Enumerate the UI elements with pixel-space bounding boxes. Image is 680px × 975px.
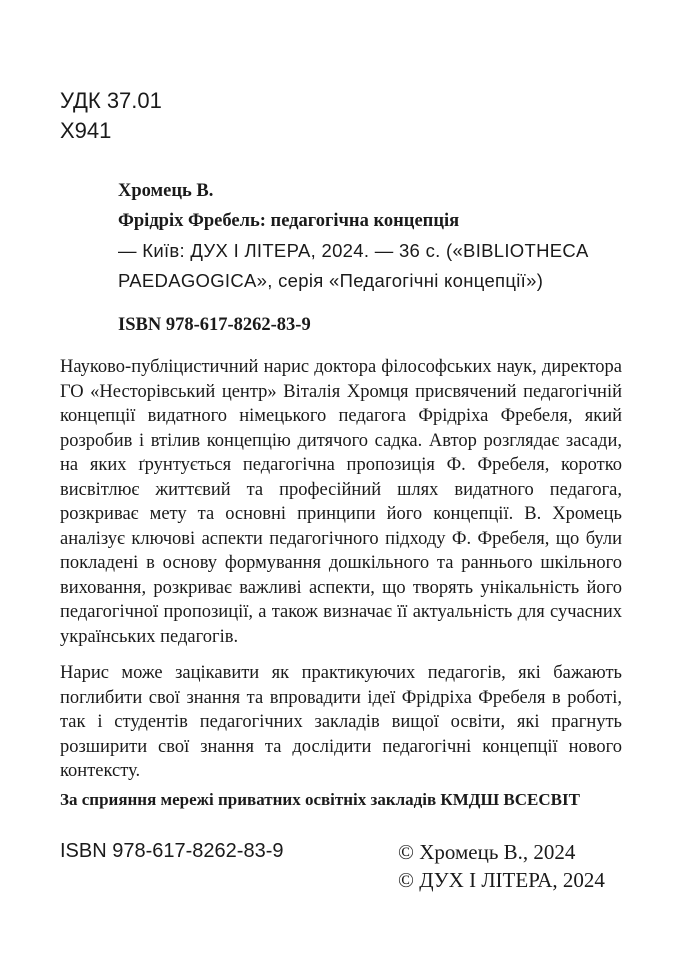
annotation-paragraph-1: Науково-публіцистичний нарис доктора філософських наук, директора ГО «Несторівський центр» Віталія Хромця присвячений педагогічній концепції видатного німецького педагога Фрідріха Фребеля, який розробив і втілив концепцію дитячого садка. Автор розглядає засади, на яких ґрунтується педагогічна пропозиція Ф. Фребеля, коротко висвітлює життєвий та професійний шлях видатного педагога, розкриває мету та основні принципи його концепції. В. Хромець аналізує ключові аспекти педагогічного підходу Ф. Фребеля, що були покладені в основу формування дошкільного та раннього шкільного виховання, розкриває важливі аспекти, що творять унікальність його педагогічної пропозиції, а також визначає її актуальність для сучасних українських педагогів. xyxy=(60,357,622,647)
imprint-line-1: — Київ: ДУХ І ЛІТЕРА, 2024. — 36 с. («BIBLIOTHECA xyxy=(118,240,589,261)
author-mark: Х941 xyxy=(60,118,112,143)
copyright-block xyxy=(398,838,605,894)
sponsor-note: За сприяння мережі приватних освітніх закладів КМДШ ВСЕСВІТ xyxy=(60,790,580,809)
author-name: Хромець В. xyxy=(118,181,214,201)
copyright-author: © Хромець В., 2024 xyxy=(398,840,576,864)
biblio-isbn: ISBN 978-617-8262-83-9 xyxy=(118,315,311,335)
udk-code: УДК 37.01 xyxy=(60,88,162,113)
imprint-line-2: PAEDAGOGICA», серія «Педагогічні концепції») xyxy=(118,270,544,291)
bibliographic-record xyxy=(118,176,624,340)
copyright-publisher: © ДУХ І ЛІТЕРА, 2024 xyxy=(398,868,605,892)
footer-isbn: ISBN 978-617-8262-83-9 xyxy=(60,840,284,862)
classification-codes xyxy=(60,86,162,146)
annotation-paragraph-2: Нарис може зацікавити як практикуючих педагогів, які бажають поглибити свої знання та впровадити ідеї Фрідріха Фребеля в роботі, так і студентів педагогічних закладів вищої освіти, які прагнуть розширити свої знання та дослідити педагогічні концепції нового контексту. xyxy=(60,663,622,781)
book-title: Фрідріх Фребель: педагогічна концепція xyxy=(118,211,460,231)
annotation xyxy=(60,355,622,796)
